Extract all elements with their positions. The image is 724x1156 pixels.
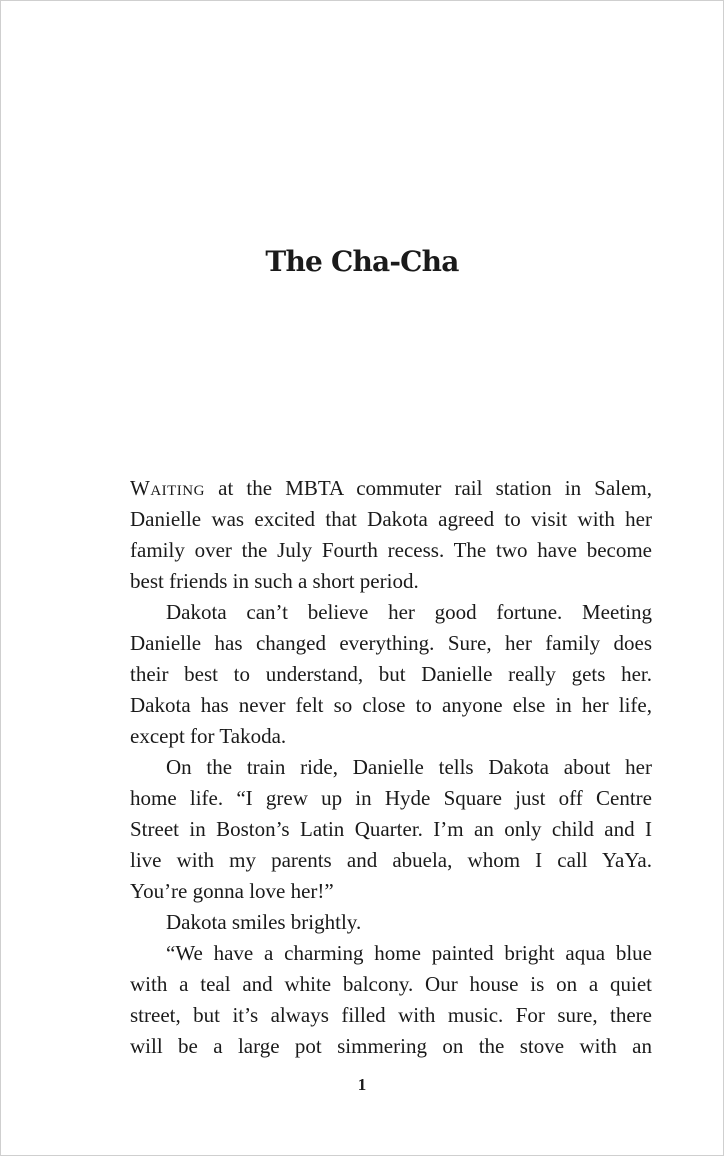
text-line <box>130 473 652 504</box>
text-line: their best to understand, but Danielle really gets her. <box>130 662 652 686</box>
page-number: 1 <box>357 1075 367 1094</box>
text-line: will be a large pot simmering on the stove with an <box>130 1034 652 1058</box>
chapter-title: The Cha-Cha <box>265 245 459 278</box>
text-line: Dakota has never felt so close to anyone else in her life, <box>130 693 652 717</box>
text-line: On the train ride, Danielle tells Dakota about her <box>166 755 652 779</box>
text-line: with a teal and white balcony. Our house is on a quiet <box>130 972 652 996</box>
text-line: except for Takoda. <box>130 724 287 748</box>
text-line: You’re gonna love her!” <box>130 879 334 903</box>
text-line: family over the July Fourth recess. The two have become <box>130 538 652 562</box>
text-line: home life. “I grew up in Hyde Square just off Centre <box>130 786 652 810</box>
text-line: street, but it’s always filled with music. For sure, there <box>130 1003 652 1027</box>
text-line: Dakota smiles brightly. <box>166 910 362 934</box>
text-line: best friends in such a short period. <box>130 569 419 593</box>
text-line: Dakota can’t believe her good fortune. Meeting <box>166 600 652 624</box>
opening-small-caps-word: Waiting <box>130 476 205 500</box>
text-line: Street in Boston’s Latin Quarter. I’m an only child and I <box>130 817 652 841</box>
chapter-body <box>130 473 652 1062</box>
text-line: “We have a charming home painted bright aqua blue <box>166 941 652 965</box>
text-line: live with my parents and abuela, whom I call YaYa. <box>130 848 652 872</box>
text-line: Danielle was excited that Dakota agreed to visit with her <box>130 507 652 531</box>
text-line: Danielle has changed everything. Sure, her family does <box>130 631 652 655</box>
text-line-content: at the MBTA commuter rail station in Salem, <box>204 476 652 500</box>
